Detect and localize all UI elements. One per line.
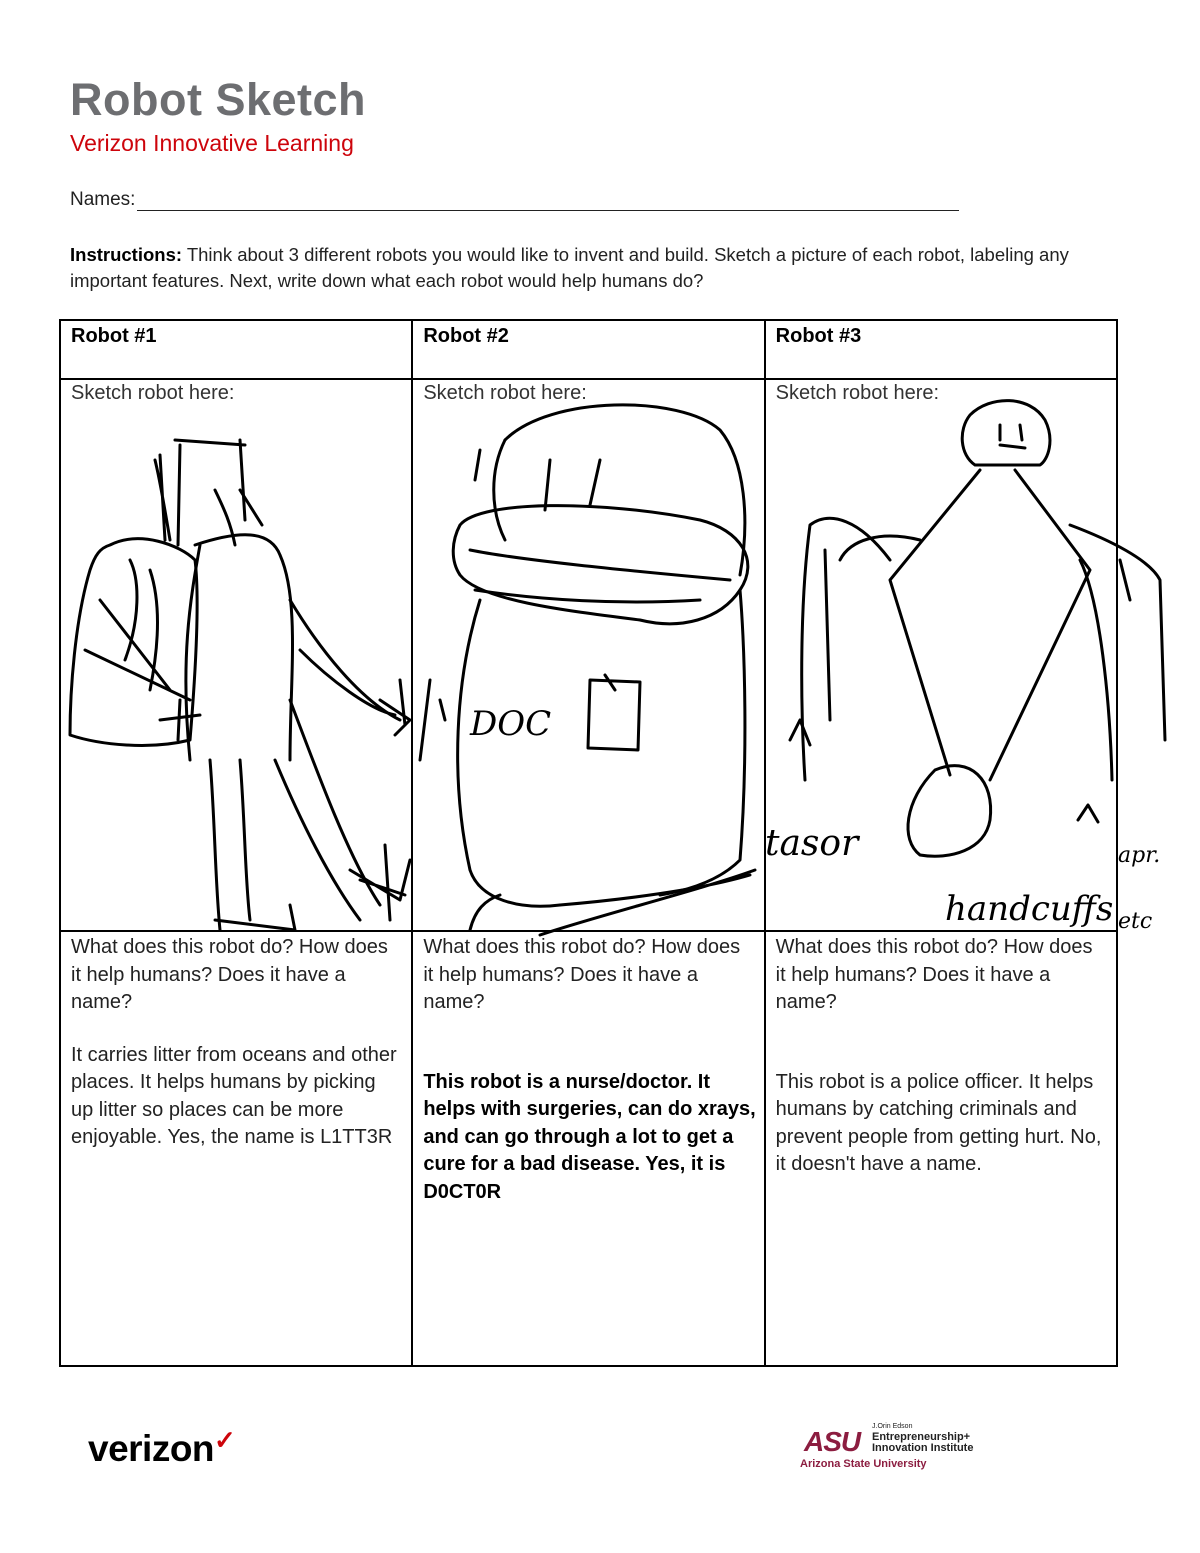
question-prompt: What does this robot do? How does it help humans? Does it have a name? (423, 936, 741, 1013)
robot-2-heading: Robot #2 (423, 325, 509, 347)
instructions-text: Think about 3 different robots you would like to invent and build. Sketch a picture of each robot, labeling any important features. Next, write down what each robot would help humans do? (70, 244, 1069, 291)
robot-3-apr-label: apr. (1118, 843, 1161, 868)
robot-3-header (765, 320, 1117, 379)
names-field[interactable] (70, 189, 959, 211)
robot-3-etc-label: etc (1118, 909, 1153, 934)
page-title: Robot Sketch (70, 74, 367, 125)
sketch-prompt: Sketch robot here: (71, 382, 235, 404)
asu-mark: ASU (804, 1426, 861, 1457)
robot-2-header (412, 320, 764, 379)
names-blank-line[interactable] (137, 190, 959, 211)
robot-1-heading: Robot #1 (71, 325, 157, 347)
page-subtitle: Verizon Innovative Learning (70, 130, 354, 156)
robot-3-handcuffs-label: handcuffs (945, 889, 1114, 929)
robot-2-answer-cell[interactable] (412, 931, 764, 1366)
robot-1-sketch-cell[interactable] (60, 379, 412, 931)
answer-row (60, 931, 1117, 1366)
asu-logo (800, 1420, 1000, 1476)
asu-university-name: Arizona State University (800, 1458, 927, 1470)
robot-1-header (60, 320, 412, 379)
robot-3-sketch-cell[interactable] (765, 379, 1117, 931)
asu-entrepreneurship-line: Entrepreneurship+ (872, 1431, 971, 1443)
verizon-check-icon: ✓ (214, 1425, 236, 1455)
robot-2-answer: This robot is a nurse/doctor. It helps with surgeries, can do xrays, and can go through a lot to get a cure for a bad disease. Yes, it is D0CT0R (423, 1070, 756, 1203)
robot-3-answer-cell[interactable] (765, 931, 1117, 1366)
instructions (70, 242, 1130, 294)
sketch-prompt: Sketch robot here: (423, 382, 587, 404)
robot-3-heading: Robot #3 (775, 325, 862, 347)
robot-1-answer: It carries litter from oceans and other places. It helps humans by picking up litter so places can be more enjoyable. Yes, the name is L1TT3R (71, 1043, 397, 1148)
robot-3-taser-label: tasor (765, 823, 859, 864)
robot-1-answer-cell[interactable] (60, 931, 412, 1366)
sketch-prompt: Sketch robot here: (775, 382, 940, 404)
sketch-row (60, 379, 1117, 931)
robot-2-doc-label: DOC (470, 704, 552, 744)
robot-table (59, 319, 1118, 1367)
verizon-logo: verizon✓ (88, 1425, 236, 1469)
robot-3-answer: This robot is a police officer. It helps humans by catching criminals and prevent people from getting hurt. No, it doesn't have a name. (775, 1070, 1102, 1175)
question-prompt: What does this robot do? How does it help humans? Does it have a name? (71, 936, 388, 1013)
names-label: Names: (70, 189, 136, 210)
robot-2-sketch-cell[interactable] (412, 379, 764, 931)
table-header-row (60, 320, 1117, 379)
instructions-label: Instructions: (70, 244, 183, 265)
question-prompt: What does this robot do? How does it help humans? Does it have a name? (775, 936, 1093, 1013)
asu-innovation-line: Innovation Institute (872, 1442, 974, 1454)
asu-edson-line: J.Orin Edson (872, 1423, 913, 1430)
